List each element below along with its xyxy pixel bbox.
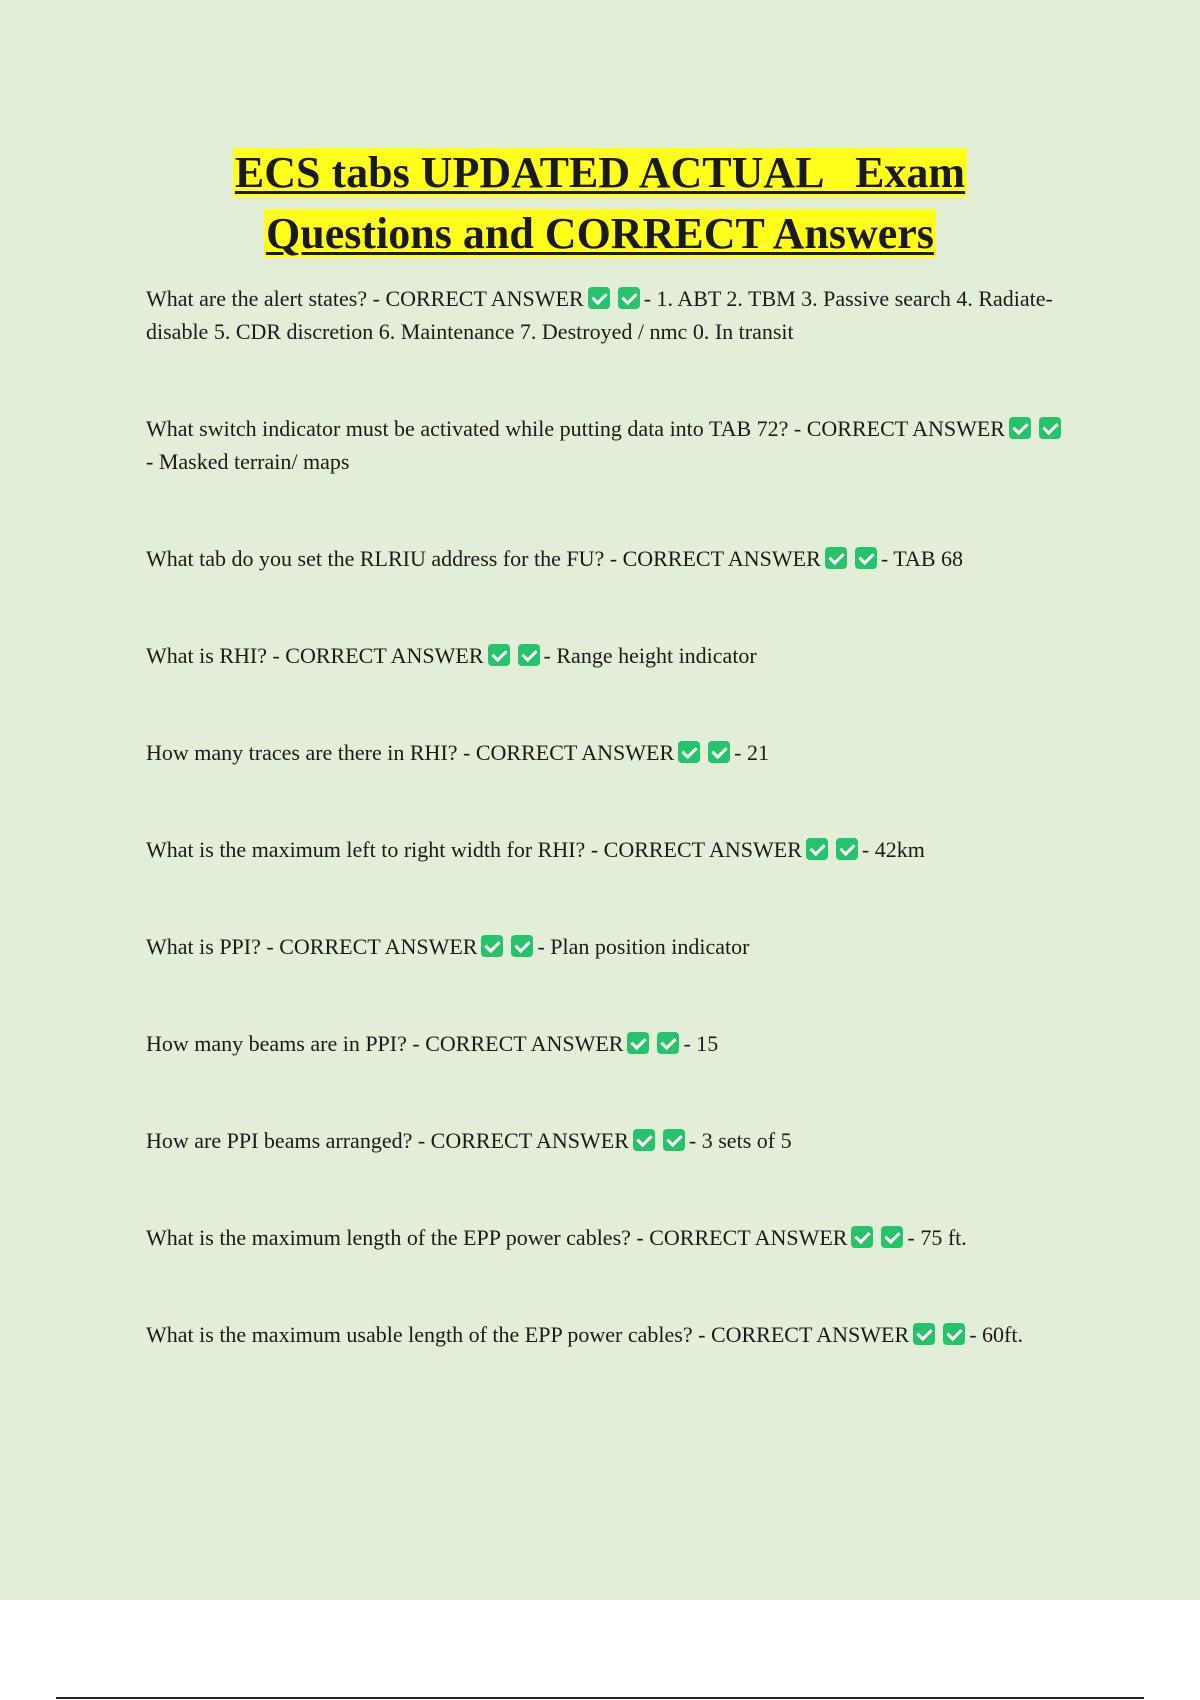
- answer-label: CORRECT ANSWER: [475, 740, 675, 765]
- answer-text: 15: [696, 1031, 719, 1056]
- qa-item: What switch indicator must be activated while putting data into TAB 72? - CORRECT ANSWER- Masked terrain/ maps: [146, 412, 1066, 478]
- answer-label: CORRECT ANSWER: [285, 643, 484, 668]
- qa-item: What is the maximum usable length of the EPP power cables? - CORRECT ANSWER - 60ft.: [146, 1322, 1023, 1347]
- answer-label: CORRECT ANSWER: [279, 934, 478, 959]
- qa-item: What is PPI? - CORRECT ANSWER - Plan position indicator: [146, 934, 750, 959]
- answer-text: TAB 68: [893, 546, 963, 571]
- check-icon: [627, 1032, 649, 1054]
- qa-item: What is RHI? - CORRECT ANSWER - Range height indicator: [146, 643, 757, 668]
- answer-text: 3 sets of 5: [701, 1128, 792, 1153]
- answer-text: Range height indicator: [556, 643, 757, 668]
- answer-text: 60ft.: [982, 1322, 1023, 1347]
- question-text: How many beams are in PPI?: [146, 1031, 407, 1056]
- answer-text: 1. ABT 2. TBM 3. Passive search 4. Radiate- disable 5. CDR discretion 6. Maintenance 7. Destroyed / nmc 0. In transit: [146, 286, 1053, 344]
- check-icon: [1009, 417, 1031, 439]
- check-icon: [663, 1129, 685, 1151]
- question-text: What is RHI?: [146, 643, 267, 668]
- answer-text: 42km: [874, 837, 925, 862]
- title-line-2: Questions and CORRECT Answers: [266, 209, 934, 258]
- check-icon: [588, 287, 610, 309]
- check-icon: [481, 935, 503, 957]
- check-icon: [678, 741, 700, 763]
- question-text: What tab do you set the RLRIU address for the FU?: [146, 546, 605, 571]
- qa-list: [146, 282, 1066, 1415]
- answer-label: CORRECT ANSWER: [603, 837, 802, 862]
- answer-label: CORRECT ANSWER: [385, 286, 584, 311]
- question-text: What switch indicator must be activated while putting data into TAB 72?: [146, 416, 789, 441]
- check-icon: [913, 1323, 935, 1345]
- qa-item: How many traces are there in RHI? - CORRECT ANSWER - 21: [146, 740, 769, 765]
- qa-item: What are the alert states? - CORRECT ANSWER - 1. ABT 2. TBM 3. Passive search 4. Radiate- disable 5. CDR discretion 6. Maintenance 7. Destroyed / nmc 0. In transit: [146, 286, 1053, 344]
- check-icon: [825, 547, 847, 569]
- question-text: What is the maximum left to right width for RHI?: [146, 837, 586, 862]
- check-icon: [1039, 417, 1061, 439]
- check-icon: [618, 287, 640, 309]
- check-icon: [633, 1129, 655, 1151]
- qa-item: What is the maximum length of the EPP power cables? - CORRECT ANSWER - 75 ft.: [146, 1225, 967, 1250]
- qa-item: What is the maximum left to right width for RHI? - CORRECT ANSWER - 42km: [146, 837, 925, 862]
- check-icon: [806, 838, 828, 860]
- answer-text: 21: [746, 740, 769, 765]
- answer-text: Plan position indicator: [550, 934, 750, 959]
- check-icon: [518, 644, 540, 666]
- question-text: What is the maximum usable length of the EPP power cables?: [146, 1322, 693, 1347]
- check-icon: [943, 1323, 965, 1345]
- question-text: How many traces are there in RHI?: [146, 740, 458, 765]
- answer-text: Masked terrain/ maps: [158, 449, 350, 474]
- check-icon: [851, 1226, 873, 1248]
- qa-item: What tab do you set the RLRIU address for the FU? - CORRECT ANSWER - TAB 68: [146, 546, 963, 571]
- check-icon: [855, 547, 877, 569]
- check-icon: [836, 838, 858, 860]
- check-icon: [708, 741, 730, 763]
- answer-label: CORRECT ANSWER: [710, 1322, 910, 1347]
- check-icon: [488, 644, 510, 666]
- check-icon: [881, 1226, 903, 1248]
- answer-label: CORRECT ANSWER: [622, 546, 821, 571]
- answer-label: CORRECT ANSWER: [649, 1225, 848, 1250]
- answer-label: CORRECT ANSWER: [806, 416, 1005, 441]
- question-text: What is PPI?: [146, 934, 261, 959]
- question-text: What are the alert states?: [146, 286, 368, 311]
- bottom-divider: [56, 1697, 1144, 1699]
- answer-text: 75 ft.: [920, 1225, 967, 1250]
- title-line-1: ECS tabs UPDATED ACTUAL Exam: [234, 148, 966, 197]
- check-icon: [657, 1032, 679, 1054]
- question-text: What is the maximum length of the EPP power cables?: [146, 1225, 631, 1250]
- question-text: How are PPI beams arranged?: [146, 1128, 413, 1153]
- check-icon: [511, 935, 533, 957]
- document-title: [0, 142, 1200, 264]
- qa-item: How are PPI beams arranged? - CORRECT ANSWER - 3 sets of 5: [146, 1128, 792, 1153]
- qa-item: How many beams are in PPI? - CORRECT ANSWER - 15: [146, 1031, 719, 1056]
- answer-label: CORRECT ANSWER: [430, 1128, 629, 1153]
- answer-label: CORRECT ANSWER: [425, 1031, 624, 1056]
